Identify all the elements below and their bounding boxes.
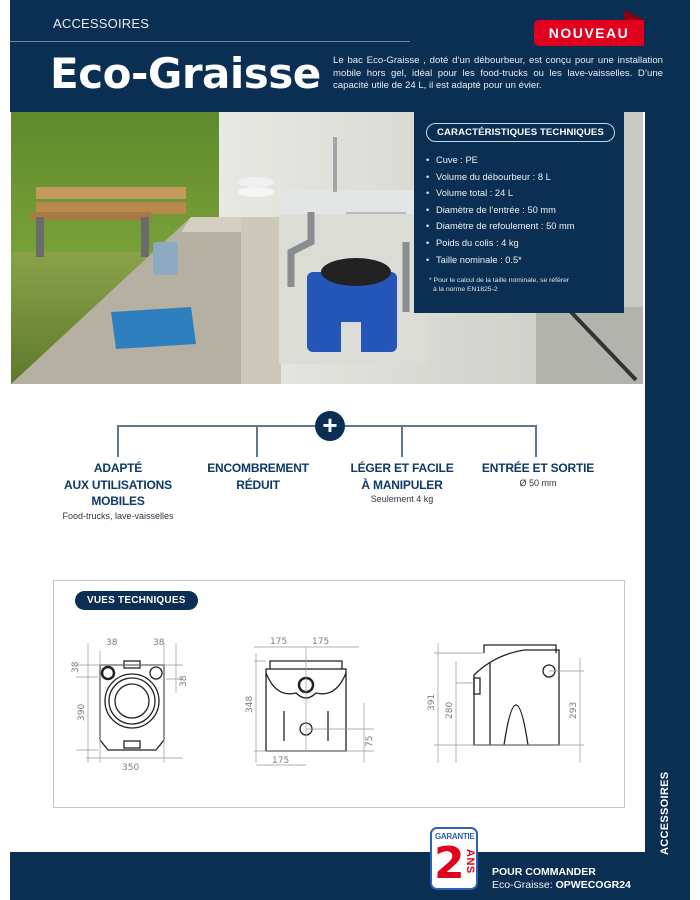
- features-section: [40, 405, 640, 535]
- footnote-line: à la norme EN1825-2: [433, 286, 498, 294]
- dimension-label: 75: [365, 735, 375, 747]
- features-connector: [401, 425, 403, 457]
- order-product: Eco-Graisse:: [492, 879, 553, 891]
- footnote-line: * Pour le calcul de la taille nominale, se référer: [429, 277, 570, 285]
- feature-light: [340, 460, 464, 505]
- plus-icon: +: [315, 411, 345, 441]
- warranty-badge: [430, 827, 478, 890]
- spec-item: • Diamètre de refoulement : 50 mm: [426, 218, 612, 235]
- specs-title: CARACTÉRISTIQUES TECHNIQUES: [426, 123, 615, 142]
- features-connector: [117, 425, 119, 457]
- dimension-label: 350: [122, 763, 140, 773]
- side-view-drawing: [404, 633, 589, 773]
- spec-item: • Diamètre de l’entrée : 50 mm: [426, 202, 612, 219]
- specs-panel: [414, 112, 624, 313]
- product-intro: Le bac Eco-Graisse , doté d’un débourbeur, est conçu pour une installation mobile hors gel, idéal pour les food-trucks ou les lave-vaisselles. D’une capacité utile de 24 L, il est adapté pour un évier.: [333, 55, 663, 91]
- order-title: POUR COMMANDER: [492, 866, 596, 878]
- product-title: Eco-Graisse: [50, 49, 321, 98]
- dimension-label: 38: [106, 638, 118, 648]
- header-divider: [10, 41, 410, 42]
- features-connector: [535, 425, 537, 457]
- feature-inlet-outlet: [470, 460, 606, 489]
- specs-list: [426, 152, 612, 268]
- order-reference: [492, 879, 631, 891]
- dimension-label: 280: [445, 701, 455, 719]
- feature-subtitle: Ø 50 mm: [519, 477, 557, 488]
- feature-subtitle: Food-trucks, lave-vaisselles: [62, 510, 174, 521]
- technical-views-box: [53, 580, 625, 808]
- dimension-label: 38: [71, 661, 81, 673]
- dimension-label: 38: [179, 675, 189, 687]
- dimension-label: 293: [569, 701, 579, 719]
- dimension-label: 175: [312, 637, 330, 647]
- features-connector: [256, 425, 258, 457]
- warranty-years: 2: [434, 838, 465, 889]
- feature-title: RÉDUIT: [236, 477, 280, 492]
- top-view-drawing: [68, 633, 208, 773]
- front-view-drawing: [244, 633, 384, 773]
- feature-mobile: [40, 460, 196, 522]
- header-banner: [10, 0, 690, 112]
- dimension-label: 348: [245, 695, 255, 713]
- feature-title: MOBILES: [91, 494, 145, 508]
- dimension-label: 390: [77, 703, 87, 721]
- spec-item: • Taille nominale : 0.5*: [426, 252, 612, 269]
- feature-title: ENTRÉE ET SORTIE: [481, 461, 595, 475]
- dimension-label: 38: [153, 638, 165, 648]
- feature-subtitle: Seulement 4 kg: [370, 494, 434, 504]
- spec-item: • Cuve : PE: [426, 152, 612, 169]
- spec-item: • Poids du colis : 4 kg: [426, 235, 612, 252]
- dimension-label: 175: [272, 756, 290, 766]
- warranty-unit: ANS: [464, 849, 476, 874]
- feature-compact: [190, 460, 326, 493]
- feature-title: ADAPTÉ: [93, 461, 143, 475]
- feature-title: LÉGER ET FACILE: [350, 461, 454, 475]
- spec-item: • Volume du débourbeur : 8 L: [426, 169, 612, 186]
- technical-views-title: VUES TECHNIQUES: [75, 591, 198, 610]
- side-tab-label: ACCESSOIRES: [659, 771, 671, 855]
- order-code: OPWECOGR24: [555, 879, 631, 891]
- specs-footnote: [426, 276, 612, 294]
- ribbon-fold: [624, 10, 644, 20]
- dimension-label: 391: [427, 693, 437, 711]
- spec-item: • Volume total : 24 L: [426, 185, 612, 202]
- dimension-label: 175: [270, 637, 288, 647]
- feature-title: ENCOMBREMENT: [207, 461, 309, 475]
- new-badge: NOUVEAU: [534, 20, 644, 46]
- warranty-label: GARANTIE: [435, 832, 475, 841]
- feature-title: À MANIPULER: [361, 477, 443, 492]
- feature-title: AUX UTILISATIONS: [64, 477, 172, 492]
- category-label: ACCESSOIRES: [53, 16, 150, 31]
